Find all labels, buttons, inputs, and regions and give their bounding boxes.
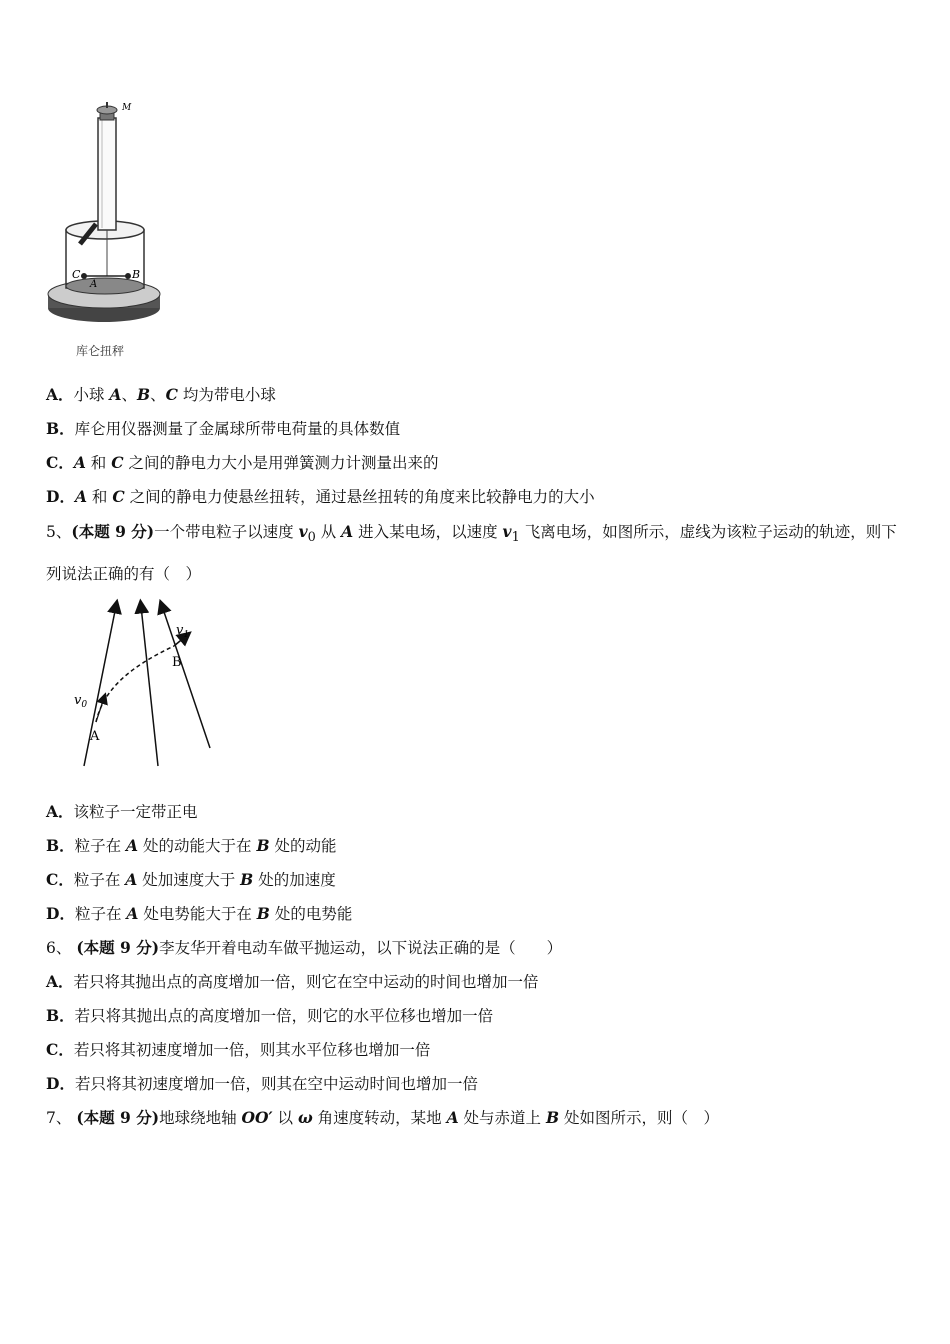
q7-stem: 7、 (本题 9 分)地球绕地轴 OO′ 以 ω 角速度转动，某地 A 处与赤道上 B 处如图所示，则（ ） — [46, 1108, 720, 1127]
figure1-caption: 库仑扭秤 — [76, 344, 125, 358]
q4-option-b: B．库仑用仪器测量了金属球所带电荷量的具体数值 — [46, 419, 401, 438]
q4-option-c: C．A 和 C 之间的静电力大小是用弹簧测力计测量出来的 — [46, 453, 439, 472]
q4-option-d: D．A 和 C 之间的静电力使悬丝扭转，通过悬丝扭转的角度来比较静电力的大小 — [46, 487, 595, 506]
q6-option-b: B．若只将其抛出点的高度增加一倍，则它的水平位移也增加一倍 — [46, 1006, 494, 1025]
label-point-a: A — [90, 729, 100, 744]
q6-option-d: D．若只将其初速度增加一倍，则其在空中运动时间也增加一倍 — [46, 1074, 478, 1093]
q6-option-a: A．若只将其抛出点的高度增加一倍，则它在空中运动的时间也增加一倍 — [46, 972, 539, 991]
label-c: C — [72, 268, 81, 281]
sphere-b — [125, 273, 131, 279]
sphere-a — [81, 273, 87, 279]
q5-option-c: C．粒子在 A 处加速度大于 B 处的加速度 — [46, 870, 336, 889]
label-point-b: B — [172, 655, 182, 670]
label-a: A — [90, 279, 98, 290]
q5-option-d: D．粒子在 A 处电势能大于在 B 处的电势能 — [46, 904, 353, 923]
field-line-2 — [141, 606, 158, 766]
q6-stem: 6、 (本题 9 分)李友华开着电动车做平抛运动，以下说法正确的是（ ） — [46, 938, 563, 957]
label-v1: $v_1$ — [176, 623, 190, 640]
q5-option-a: A．该粒子一定带正电 — [46, 802, 198, 821]
q5-option-b: B．粒子在 A 处的动能大于在 B 处的动能 — [46, 836, 337, 855]
field-line-3 — [162, 606, 210, 748]
q4-option-a: A．小球 A、B、C 均为带电小球 — [46, 385, 276, 404]
label-v0: $v_0$ — [74, 693, 88, 710]
label-b: B — [132, 268, 141, 281]
q5-stem: 5、(本题 9 分)一个带电粒子以速度 $v_0$ 从 A 进入某电场，以速度 $v_1$ 飞离电场，如图所示，虚线为该粒子运动的轨迹，则下列说法正确的有（ ） — [46, 522, 897, 584]
field-trajectory-figure — [66, 596, 226, 772]
torsion-balance-figure — [40, 98, 170, 360]
label-m: M — [122, 103, 132, 113]
suspension-tube — [98, 118, 116, 230]
q6-option-c: C．若只将其初速度增加一倍，则其水平位移也增加一倍 — [46, 1040, 431, 1059]
field-line-1 — [84, 606, 116, 766]
trajectory — [96, 646, 174, 722]
